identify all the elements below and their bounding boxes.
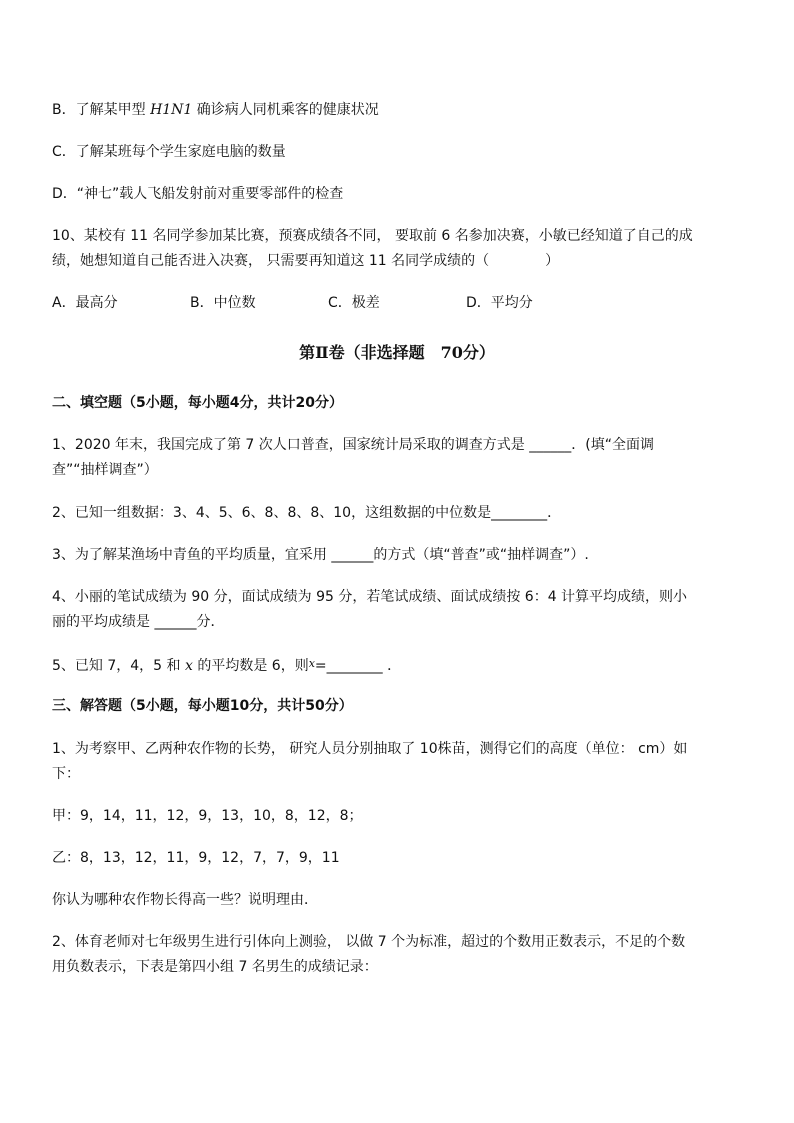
q10-option-b: B．中位数 bbox=[190, 295, 256, 311]
section3-heading: 三、解答题（5小题，每小题10分，共计50分） bbox=[52, 698, 353, 714]
q10-line-2: 绩，她想知道自己能否进入决赛， 只需要再知道这 11 名同学成绩的（ ） bbox=[52, 253, 560, 269]
solve-q2-line-1: 2、体育老师对七年级男生进行引体向上测验， 以做 7 个为标准，超过的个数用正数表示，不足的个数 bbox=[52, 934, 686, 950]
q9-option-b-suffix: 确诊病人同机乘客的健康状况 bbox=[192, 102, 379, 118]
solve-q2-line-2: 用负数表示，下表是第四小组 7 名男生的成绩记录： bbox=[52, 959, 378, 975]
solve-q1-line-1: 1、为考察甲、乙两种农作物的长势， 研究人员分别抽取了 10株苗，测得它们的高度（单位： cm）如 bbox=[52, 741, 688, 757]
fill-q2: 2、已知一组数据：3、4、5、6、8、8、8、10，这组数据的中位数是________． bbox=[52, 505, 562, 521]
solve-q1-yi-data: 乙：8，13，12，11，9，12，7，7，9，11 bbox=[52, 850, 340, 866]
part2-title: 第Ⅱ卷（非选择题 70分） bbox=[299, 343, 495, 362]
q10-option-c: C．极差 bbox=[328, 295, 380, 311]
q10-option-d: D．平均分 bbox=[466, 295, 533, 311]
fill-q5-prefix: 5、已知 7，4，5 和 bbox=[52, 658, 185, 674]
fill-q5-middle: 的平均数是 6，则 bbox=[192, 658, 309, 674]
fill-q4-line-1: 4、小丽的笔试成绩为 90 分，面试成绩为 95 分，若笔试成绩、面试成绩按 6：4 计算平均成绩，则小 bbox=[52, 589, 688, 605]
fill-q5 bbox=[52, 654, 401, 676]
solve-q1-line-2: 下： bbox=[52, 766, 80, 782]
fill-q4-line-2: 丽的平均成绩是 ______分． bbox=[52, 614, 225, 630]
fill-q3: 3、为了解某渔场中青鱼的平均质量，宜采用 ______的方式（填“普查”或“抽样调查”）. bbox=[52, 547, 589, 563]
fill-q5-suffix: =________ ． bbox=[314, 658, 402, 674]
q9-option-b-prefix: B．了解某甲型 bbox=[52, 102, 151, 118]
q10-option-a: A．最高分 bbox=[52, 295, 118, 311]
q9-option-b bbox=[52, 100, 379, 120]
fill-q1-line-1: 1、2020 年末，我国完成了第 7 次人口普查，国家统计局采取的调查方式是 ______．(填“全面调 bbox=[52, 437, 654, 453]
fill-q5-variable-2: x bbox=[308, 657, 315, 670]
solve-q1-question: 你认为哪种农作物长得高一些？说明理由． bbox=[52, 892, 318, 908]
solve-q1-jia-data: 甲：9，14，11，12，9，13，10，8，12，8； bbox=[52, 808, 363, 824]
q9-option-b-virus: H1N1 bbox=[150, 102, 193, 118]
q10-line-1: 10、某校有 11 名同学参加某比赛，预赛成绩各不同， 要取前 6 名参加决赛，小敏已经知道了自己的成 bbox=[52, 228, 693, 244]
q9-option-c: C．了解某班每个学生家庭电脑的数量 bbox=[52, 144, 286, 160]
fill-q5-variable: x bbox=[184, 658, 193, 674]
fill-q1-line-2: 查”“抽样调查”） bbox=[52, 462, 158, 478]
section2-heading: 二、填空题（5小题，每小题4分，共计20分） bbox=[52, 395, 343, 411]
q9-option-d: D．“神七”载人飞船发射前对重要零部件的检查 bbox=[52, 186, 344, 202]
